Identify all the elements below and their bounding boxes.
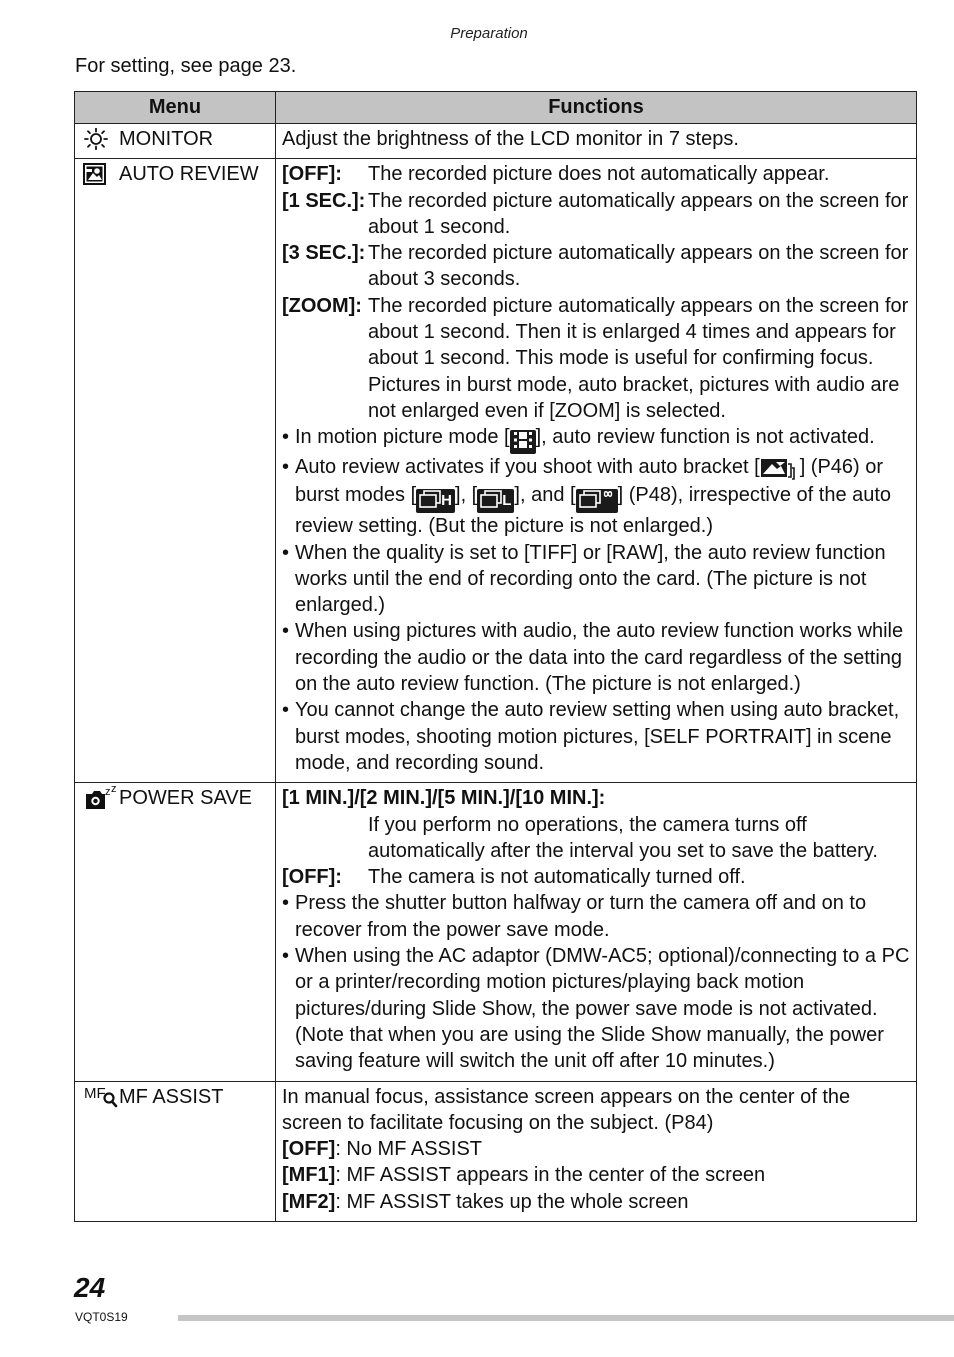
section-title: Preparation (450, 25, 528, 42)
table-row-auto-review (75, 159, 917, 783)
note-text: ], and [ (514, 484, 576, 507)
sun-brightness-icon (81, 126, 119, 152)
menu-label-power-save: POWER SAVE (119, 787, 252, 810)
note-audio: • When using pictures with audio, the auto review function works while recording the audio or the data into the card regardless of the setting on the auto review function. (The picture is not enlarged.) (282, 618, 912, 697)
note-text: In motion picture mode [ (295, 426, 510, 449)
note-auto-bracket: • Auto review activates if you shoot with auto bracket [ ] (P46) or burst modes [ H ], [ L ], and [ ] (P48), irrespective of the auto review setting. (But the picture is not enlarged.) (282, 456, 892, 538)
option-key: [OFF]: (282, 163, 342, 186)
note-text: Auto review activates if you shoot with auto bracket [ (295, 456, 760, 479)
menu-cell-mf-assist (75, 1081, 276, 1221)
option-key: [ZOOM]: (282, 294, 362, 317)
functions-column-header: Functions (276, 92, 917, 124)
document-code: VQT0S19 (75, 1310, 128, 1324)
option-description: The recorded picture automatically appears on the screen for about 1 second. (368, 189, 909, 238)
table-row-power-save (75, 783, 917, 1081)
page-number: 24 (74, 1272, 106, 1303)
option-off (282, 864, 912, 890)
mf-assist-description: In manual focus, assistance screen appears on the center of the screen to facilitate focusing on the subject. (P84) (282, 1085, 851, 1134)
burst-low-icon: L (477, 489, 514, 513)
burst-high-icon: H (416, 489, 455, 513)
option-description: The recorded picture does not automatically appear. (368, 163, 830, 186)
menu-cell-power-save (75, 783, 276, 1081)
option-mf1: [MF1]: MF ASSIST appears in the center of the screen (282, 1164, 766, 1187)
function-cell-monitor (276, 124, 917, 159)
note-text: ], [ (455, 484, 478, 507)
option-description: If you perform no operations, the camera turns off automatically after the interval you set to save the battery. (368, 813, 878, 862)
menu-label-monitor: MONITOR (119, 128, 214, 150)
menu-functions-table (74, 91, 917, 1222)
note-cannot-change: • You cannot change the auto review setting when using auto bracket, burst modes, shooting motion pictures, [SELF PORTRAIT] in scene mode, and recording sound. (282, 697, 912, 776)
note-text: You cannot change the auto review setting when using auto bracket, burst modes, shooting motion pictures, [SELF PORTRAIT] in scene mode, and recording sound. (295, 699, 900, 774)
function-cell-mf-assist (276, 1081, 917, 1221)
menu-label-auto-review: AUTO REVIEW (119, 163, 259, 186)
table-header-row (75, 92, 917, 124)
option-description: The recorded picture automatically appears on the screen for about 1 second. Then it is enlarged 4 times and appears for about 1 second. This mode is useful for confirming focus. Pictures in burst mode, auto bracket, pictures with audio are not enlarged even if [ZOOM] is selected. (368, 294, 909, 422)
table-row-monitor (75, 124, 917, 159)
power-save-icon (81, 785, 119, 811)
footer-bar (178, 1315, 954, 1321)
monitor-description: Adjust the brightness of the LCD monitor in 7 steps. (282, 128, 739, 150)
option-key: [1 MIN.]/[2 MIN.]/[5 MIN.]/[10 MIN.]: (282, 787, 606, 810)
option-key: [OFF]: (282, 866, 342, 889)
option-zoom (282, 293, 912, 424)
motion-picture-icon (510, 430, 536, 454)
function-cell-auto-review (276, 159, 917, 783)
note-motion-picture: • In motion picture mode [ ], auto review function is not activated. (282, 424, 912, 454)
function-cell-power-save (276, 783, 917, 1081)
note-text: ] (P46) or burst modes [ (295, 456, 884, 507)
option-3-sec (282, 240, 912, 293)
svg-text:MF: MF (84, 1084, 106, 1102)
note-text: When using pictures with audio, the auto review function works while recording the audio or the data into the card regardless of the setting on the auto review function. (The picture is not enlarged.) (295, 620, 904, 696)
note-tiff-raw: • When the quality is set to [TIFF] or [RAW], the auto review function works until the end of recording onto the card. (The picture is not enlarged.) (282, 540, 912, 619)
option-1-sec (282, 188, 912, 241)
menu-label-mf-assist: MF ASSIST (119, 1085, 224, 1108)
auto-bracket-icon (760, 458, 800, 482)
note-text: When the quality is set to [TIFF] or [RAW], the auto review function works until the end of recording onto the card. (The picture is not enlarged.) (295, 541, 886, 617)
svg-text:z: z (111, 785, 117, 796)
option-key: [1 SEC.]: (282, 189, 366, 212)
mf-assist-icon (81, 1084, 119, 1110)
option-key: [3 SEC.]: (282, 242, 366, 265)
note-ac-adaptor: • When using the AC adaptor (DMW-AC5; optional)/connecting to a PC or a printer/recording motion pictures/playing back motion pictures/during Slide Show, the power save mode is not activated. (Note that when you are using the Slide Show manually, the power saving feature will switch the unit off after 10 minutes.) (282, 943, 912, 1074)
note-text: ] (P48), irrespective of the auto review setting. (But the picture is not enlarged.) (295, 484, 892, 538)
menu-column-header: Menu (75, 92, 276, 124)
auto-review-icon (81, 161, 119, 187)
option-interval (282, 785, 912, 864)
option-off (282, 161, 912, 187)
table-row-mf-assist (75, 1081, 917, 1221)
note-text: When using the AC adaptor (DMW-AC5; optional)/connecting to a PC or a printer/recording motion pictures/playing back motion pictures/during Slide Show, the power save mode is not activated. (Note that when you are using the Slide Show manually, the power saving feature will switch the unit off after 10 minutes.) (295, 945, 910, 1073)
option-description: The recorded picture automatically appears on the screen for about 3 seconds. (368, 242, 909, 291)
burst-unlimited-icon (576, 489, 618, 513)
option-description: The camera is not automatically turned off. (368, 866, 746, 889)
svg-text:z: z (105, 786, 111, 799)
menu-cell-monitor (75, 124, 276, 159)
note-text: Press the shutter button halfway or turn the camera off and on to recover from the power save mode. (295, 892, 867, 941)
option-off: [OFF]: No MF ASSIST (282, 1138, 483, 1161)
option-mf2: [MF2]: MF ASSIST takes up the whole screen (282, 1190, 689, 1213)
note-text: ], auto review function is not activated. (535, 426, 875, 449)
see-page-note: For setting, see page 23. (75, 55, 297, 77)
note-shutter: • Press the shutter button halfway or turn the camera off and on to recover from the power save mode. (282, 890, 912, 943)
menu-cell-auto-review (75, 159, 276, 783)
